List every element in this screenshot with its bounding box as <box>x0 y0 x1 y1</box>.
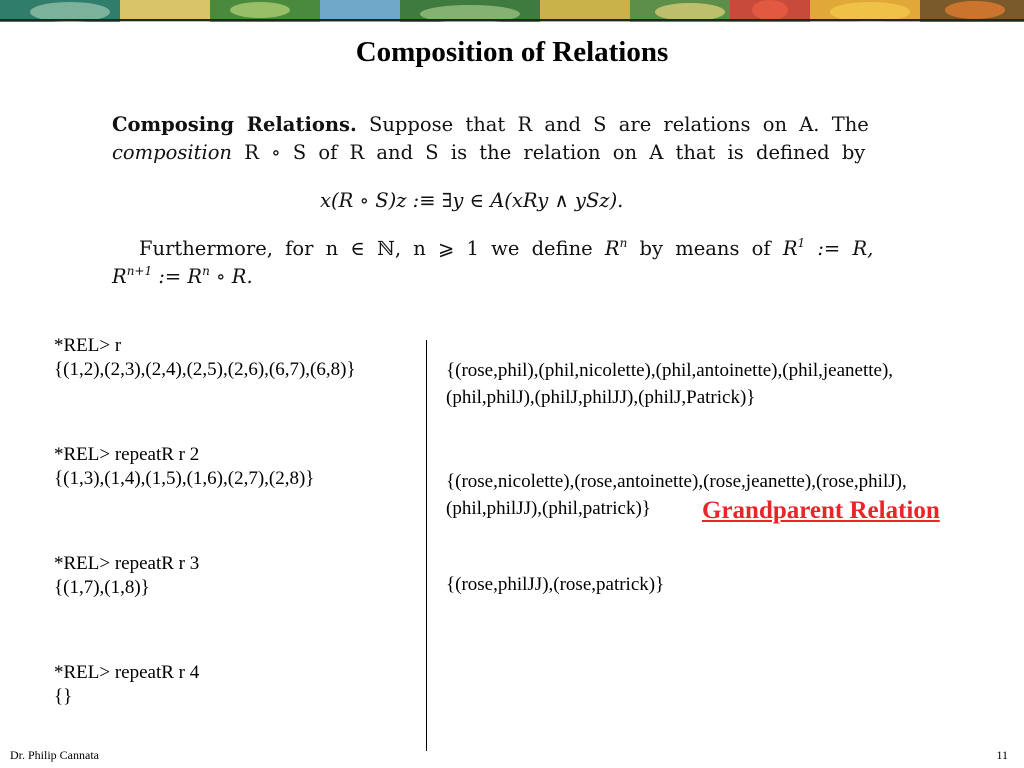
result-block <box>446 571 664 598</box>
definition-line-1-rest: Suppose that R and S are relations on A. The <box>369 113 869 136</box>
command-output: {(1,7),(1,8)} <box>54 577 150 598</box>
column-divider <box>426 340 427 751</box>
command-prompt: *REL> r <box>54 335 122 356</box>
command-prompt: *REL> repeatR r 4 <box>54 662 200 683</box>
result-block <box>446 357 893 411</box>
command-block <box>54 661 199 709</box>
definition-formula: x(R ∘ S)z :≡ ∃y ∈ A(xRy ∧ ySz). <box>320 189 624 212</box>
definition-rn: $R^n$ <box>604 236 628 260</box>
result-line: (phil,philJJ),(phil,patrick)} <box>446 498 651 519</box>
result-line: {(rose,phil),(phil,nicolette),(phil,antoinette),(phil,jeanette), <box>446 360 894 381</box>
definition-line-4 <box>139 236 873 262</box>
command-prompt: *REL> repeatR r 3 <box>54 553 200 574</box>
command-block <box>54 443 314 491</box>
result-line: {(rose,philJJ),(rose,patrick)} <box>446 574 665 595</box>
definition-excerpt <box>112 108 902 290</box>
command-output: {(1,2),(2,3),(2,4),(2,5),(2,6),(6,7),(6,8)} <box>54 359 356 380</box>
definition-line-2 <box>112 140 865 166</box>
page-number: 11 <box>996 748 1008 762</box>
author-footer: Dr. Philip Cannata <box>10 748 99 762</box>
definition-heading: Composing Relations. <box>112 113 357 136</box>
result-line: {(rose,nicolette),(rose,antoinette),(rose,jeanette),(rose,philJ), <box>446 471 907 492</box>
command-output: {} <box>54 686 73 707</box>
definition-term: composition <box>112 141 232 164</box>
definition-line-5: $R^{n+1}$ := $R^n$ ∘ R. <box>112 264 253 288</box>
stained-glass-banner <box>0 0 1024 24</box>
command-block <box>54 552 199 600</box>
command-output: {(1,3),(1,4),(1,5),(1,6),(2,7),(2,8)} <box>54 468 315 489</box>
slide-title: Composition of Relations <box>355 36 669 68</box>
command-prompt: *REL> repeatR r 2 <box>54 444 200 465</box>
definition-line-2-rest: R ∘ S of R and S is the relation on A that is defined by <box>244 141 866 164</box>
definition-line-4-text: Furthermore, for n ∈ ℕ, n ⩾ 1 we define <box>139 237 593 260</box>
definition-r1: $R^1$ <box>782 236 806 260</box>
command-block <box>54 334 356 382</box>
definition-line-4-end: := R, <box>817 237 874 260</box>
definition-line-4-mid: by means of <box>639 237 771 260</box>
definition-line-1 <box>112 112 869 138</box>
result-line: (phil,philJ),(philJ,philJJ),(philJ,Patrick)} <box>446 387 756 408</box>
grandparent-annotation: Grandparent Relation <box>702 497 940 524</box>
